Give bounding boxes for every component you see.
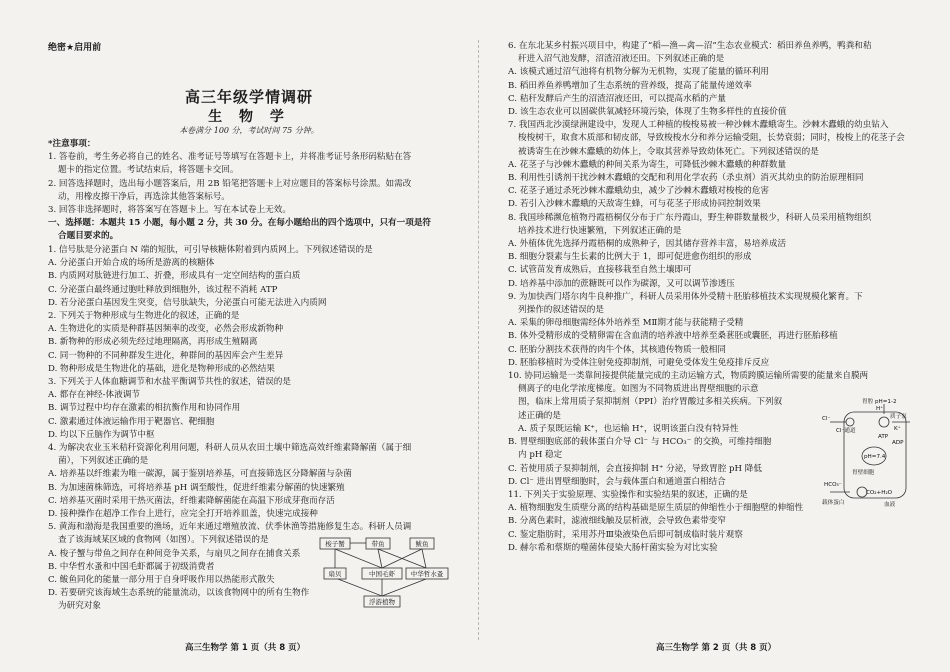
- question-line: B. 稻田养鱼养鸭增加了生态系统的营养级，提高了能量传递效率: [508, 80, 752, 91]
- question-line: A. 外植体优先选择丹霞梧桐的成熟种子，因其储存营养丰富，易培养成活: [508, 239, 787, 250]
- question-line: 内 pH 稳定: [518, 450, 563, 461]
- question-line: 秆进入沼气池发酵，沼渣沼液还田。下列叙述正确的是: [518, 54, 725, 65]
- page-divider: [478, 40, 479, 640]
- question-line: 述正确的是: [518, 410, 561, 421]
- question-line: B. 新物种的形成必须先经过地理隔离，再形成生殖隔离: [48, 337, 258, 348]
- question-line: A. 该模式通过沼气池将有机物分解为无机物，实现了能量的循环利用: [508, 67, 769, 78]
- question-line: 1. 信号肽是分泌蛋白 N 端的短肽，可引导核糖体附着到内质网上。下列叙述错误的是: [48, 245, 373, 255]
- question-line: A. 质子泵既运输 K⁺，也运输 H⁺，说明该蛋白没有特异性: [518, 423, 739, 434]
- cell-label: 载体蛋白: [822, 500, 845, 506]
- question-line: A. 采集的卵母细胞需经体外培养至 MⅡ期才能与获能精子受精: [508, 318, 744, 329]
- question-line: 8. 我国珍稀濒危植物丹霞梧桐仅分布于广东丹霞山，野生种群数量极少，科研人员采用植物组织: [508, 212, 872, 223]
- notes-block: [48, 138, 450, 244]
- question-line: D. 该生态农业可以固碳供氧减轻环境污染，体现了生物多样性的直接价值: [508, 107, 787, 118]
- question-line: 图，临床上常用质子泵抑制剂（PPI）治疗胃酸过多相关疾病。下列叙: [518, 397, 783, 408]
- question-line: C. 若使用质子泵抑制剂，会直接抑制 H⁺ 分泌，导致胃腔 pH 降低: [508, 463, 762, 474]
- question-line: D. 胚胎移植时为受体注射免疫抑制剂，可避免受体发生免疫排斥反应: [508, 357, 770, 368]
- question-line: B. 内质网对肽链进行加工、折叠，形成具有一定空间结构的蛋白质: [48, 271, 301, 282]
- question-line: 为研究对象: [58, 601, 101, 612]
- question-line: C. 鉴定脂肪时，采用苏丹Ⅲ染液染色后即可制成临时装片观察: [508, 529, 743, 540]
- question-line: D. 物种形成是生物进化的基础，进化是物种形成的必然结果: [48, 363, 275, 374]
- secret-label: 绝密★启用前: [48, 43, 102, 53]
- note-line: 1. 答卷前，考生务必将自己的姓名、准考证号等填写在答题卡上，并将准考证号条形码粘贴在答: [48, 152, 412, 163]
- question-line: 培养技术进行快速繁殖，下列叙述正确的是: [518, 225, 682, 236]
- question-line: D. 培养基中添加的蔗糖既可以作为碳源，又可以调节渗透压: [508, 278, 735, 289]
- question-line: 侧离子的电化学浓度梯度。如图为不同物质进出胃壁细胞的示意: [518, 384, 759, 395]
- question-line: 11. 下列关于实验原理、实验操作和实验结果的叙述，正确的是: [508, 489, 748, 500]
- question-line: A. 培养基以纤维素为唯一碳源，属于鉴别培养基，可直接筛选区分降解菌与杂菌: [48, 469, 352, 480]
- section-heading-cont: 合题目要求的。: [58, 231, 119, 242]
- cell-label: ATP: [878, 434, 889, 440]
- notes-heading: *注意事项：: [48, 139, 96, 149]
- cell-label: 胃壁细胞: [852, 470, 875, 476]
- question-line: D. 若要研究该海域生态系统的能量流动，以该食物网中的所有生物作: [48, 588, 310, 599]
- question-line: C. 秸秆发酵后产生的沼渣沼液还田，可以提高水稻的产量: [508, 93, 726, 104]
- question-line: 查了该海域某区域的食物网（如图）。下列叙述错误的是: [58, 535, 269, 546]
- question-line: 菌），下列叙述正确的是: [58, 456, 149, 467]
- question-line: A. 分泌蛋白开始合成的场所是游离的核糖体: [48, 258, 215, 269]
- question-line: B. 体外受精形成的受精卵需在含血清的培养液中培养至桑葚胚或囊胚，再进行胚胎移植: [508, 331, 838, 342]
- question-line: B. 细胞分裂素与生长素的比例大于 1，即可促进愈伤组织的形成: [508, 252, 752, 263]
- foodweb-node: 带鱼: [371, 540, 385, 548]
- question-line: B. 为加速菌株筛选，可将培养基 pH 调至酸性，促进纤维素分解菌的快速繁殖: [48, 482, 345, 493]
- note-line: 题卡的指定位置。考试结束后，将答题卡交回。: [58, 165, 239, 176]
- foodweb-node: 扇贝: [328, 570, 342, 578]
- cell-label: 质子泵: [890, 414, 907, 420]
- note-line: 3. 回答非选择题时，将答案写在答题卡上。写在本试卷上无效。: [48, 205, 291, 216]
- cell-label: 胃腔 pH=1-2: [862, 399, 897, 405]
- cell-label: Cl⁻通道: [836, 428, 856, 434]
- question-line: 7. 我国西北沙漠绿洲建设中，发现人工种植的梭梭易被一种沙棘木蠹蛾寄生。沙棘木蠹蛾的幼虫钻入: [508, 120, 889, 131]
- question-line: D. 若引入沙棘木蠹蛾的天敌寄生蜂，可与花茎子形成协同控制效果: [508, 199, 761, 210]
- cell-label: Cl⁻: [822, 416, 831, 422]
- gastric-cell-figure: [822, 396, 918, 508]
- cell-label: CO₂+H₂O: [866, 490, 893, 496]
- question-line: B. 分离色素时，滤液细线触及层析液，会导致色素带变窄: [508, 516, 727, 527]
- cell-label: 血液: [884, 502, 896, 508]
- subject-title: 生 物 学: [208, 109, 290, 125]
- cell-label: pH=7.4: [864, 454, 886, 460]
- question-line: 9. 为加快西门塔尔肉牛良种推广，科研人员采用体外受精＋胚胎移植技术实现规模化繁育。下: [508, 291, 863, 302]
- cell-label: ADP: [892, 440, 904, 446]
- question-line: D. 赫尔希和蔡斯的噬菌体侵染大肠杆菌实验为对比实验: [508, 542, 718, 553]
- foodweb-node: 梭子蟹: [325, 540, 345, 548]
- question-line: A. 花茎子与沙棘木蠹蛾的种间关系为寄生，可降低沙棘木蠹蛾的种群数量: [508, 159, 787, 170]
- foodweb-node: 浮游植物: [369, 598, 395, 606]
- page-footer-right: 高三生物学 第 2 页（共 8 页）: [656, 643, 777, 653]
- question-line: A. 生物进化的实质是种群基因频率的改变，必然会形成新物种: [48, 324, 284, 335]
- question-line: A. 梭子蟹与带鱼之间存在种间竞争关系，与扇贝之间存在捕食关系: [48, 548, 301, 559]
- question-line: 4. 为解决农业玉米秸秆资源化利用问题，科研人员从农田土壤中筛选高效纤维素降解菌（属于细: [48, 443, 412, 454]
- question-line: C. 培养基灭菌时采用干热灭菌法，纤维素降解菌能在高温下形成芽孢而存活: [48, 495, 335, 506]
- exam-title: 高三年级学情调研: [184, 88, 313, 106]
- question-line: A. 植物细胞发生质壁分离的结构基础是原生质层的伸缩性小于细胞壁的伸缩性: [508, 503, 804, 514]
- question-line: B. 中华哲水蚤和中国毛虾都属于初级消费者: [48, 561, 215, 572]
- cell-label: K⁺: [894, 426, 901, 432]
- question-line: C. 试管苗发育成熟后，直接移栽至自然土壤即可: [508, 265, 692, 276]
- question-line: D. 若分泌蛋白基因发生突变，信号肽缺失，分泌蛋白可能无法进入内质网: [48, 297, 327, 308]
- foodweb-node: 鲅鱼: [415, 540, 429, 548]
- question-line: C. 花茎子通过杀死沙棘木蠹蛾幼虫，减少了沙棘木蠹蛾对梭梭的危害: [508, 186, 769, 197]
- question-line: C. 鲅鱼同化的能量一部分用于自身呼吸作用以热能形式散失: [48, 575, 275, 586]
- section-heading: 一、选择题：本题共 15 小题，每小题 2 分，共 30 分。在每小题给出的四个选项中，只有一项是符: [48, 218, 432, 229]
- question-line: 2. 下列关于物种形成与生物进化的叙述，正确的是: [48, 311, 240, 322]
- note-line: 2. 回答选择题时，选出每小题答案后，用 2B 铅笔把答题卡上对应题目的答案标号涂黑。如需改: [48, 178, 412, 189]
- note-line: 动，用橡皮擦干净后，再选涂其他答案标号。: [58, 191, 230, 202]
- question-line: 梭梭树干，取食木质部和韧皮部，导致梭梭水分和养分运输受阻，长势衰弱；同时，梭梭上的花茎子会: [518, 133, 905, 144]
- cell-label: H⁺: [876, 406, 884, 412]
- question-line: C. 激素通过体液运输作用于靶器官、靶细胞: [48, 416, 215, 427]
- question-line: D. 接种操作在超净工作台上进行，应完全打开培养皿盖，快速完成接种: [48, 509, 318, 520]
- question-line: C. 分泌蛋白最终通过胞吐释放到细胞外，该过程不消耗 ATP: [48, 284, 278, 295]
- question-line: C. 胚胎分割技术获得的肉牛个体，其核遗传物质一般相同: [508, 344, 726, 355]
- question-line: C. 同一物种的不同种群发生进化，种群间的基因库会产生差异: [48, 350, 284, 361]
- question-line: A. 都存在神经-体液调节: [48, 390, 140, 401]
- cell-label: HCO₃⁻: [824, 482, 842, 488]
- question-line: B. 利用性引诱剂干扰沙棘木蠹蛾的交配和利用化学农药（杀虫剂）消灭其幼虫的防治原理相同: [508, 173, 864, 184]
- question-line: 3. 下列关于人体血糖调节和水盐平衡调节共性的叙述，错误的是: [48, 377, 291, 388]
- question-line: 列操作的叙述错误的是: [518, 305, 604, 316]
- question-line: B. 调节过程中均存在激素的相抗衡作用和协同作用: [48, 403, 241, 414]
- page-footer-left: 高三生物学 第 1 页（共 8 页）: [185, 643, 306, 653]
- question-line: D. 均以下丘脑作为调节中枢: [48, 429, 155, 440]
- question-line: 5. 黄海和渤海是我国重要的渔场，近年来通过增殖放流、伏季休渔等措施修复生态。科研人员调: [48, 522, 412, 533]
- question-line: D. Cl⁻ 进出胃壁细胞时，会与载体蛋白和通道蛋白相结合: [508, 476, 726, 487]
- question-line: 10. 协同运输是一类靠间接提供能量完成的主动运输方式，物质跨膜运输所需要的能量来自膜两: [508, 371, 869, 382]
- food-web-figure: [318, 528, 450, 612]
- foodweb-node: 中华哲水蚤: [410, 570, 444, 578]
- question-line: 被诱寄生在沙棘木蠹蛾的幼体上，令取其营养导致幼体死亡。下列叙述错误的是: [518, 146, 819, 157]
- exam-meta: 本卷满分 100 分，考试时间 75 分钟。: [179, 126, 319, 135]
- foodweb-node: 中国毛虾: [369, 570, 395, 578]
- question-line: B. 胃壁细胞底部的载体蛋白介导 Cl⁻ 与 HCO₃⁻ 的交换，可维持细胞: [508, 437, 772, 448]
- question-line: 6. 在东北某乡村振兴项目中，构建了“稻—渔—禽—沼”生态农业模式：稻田养鱼养鸭，鸭粪和秸: [508, 41, 872, 51]
